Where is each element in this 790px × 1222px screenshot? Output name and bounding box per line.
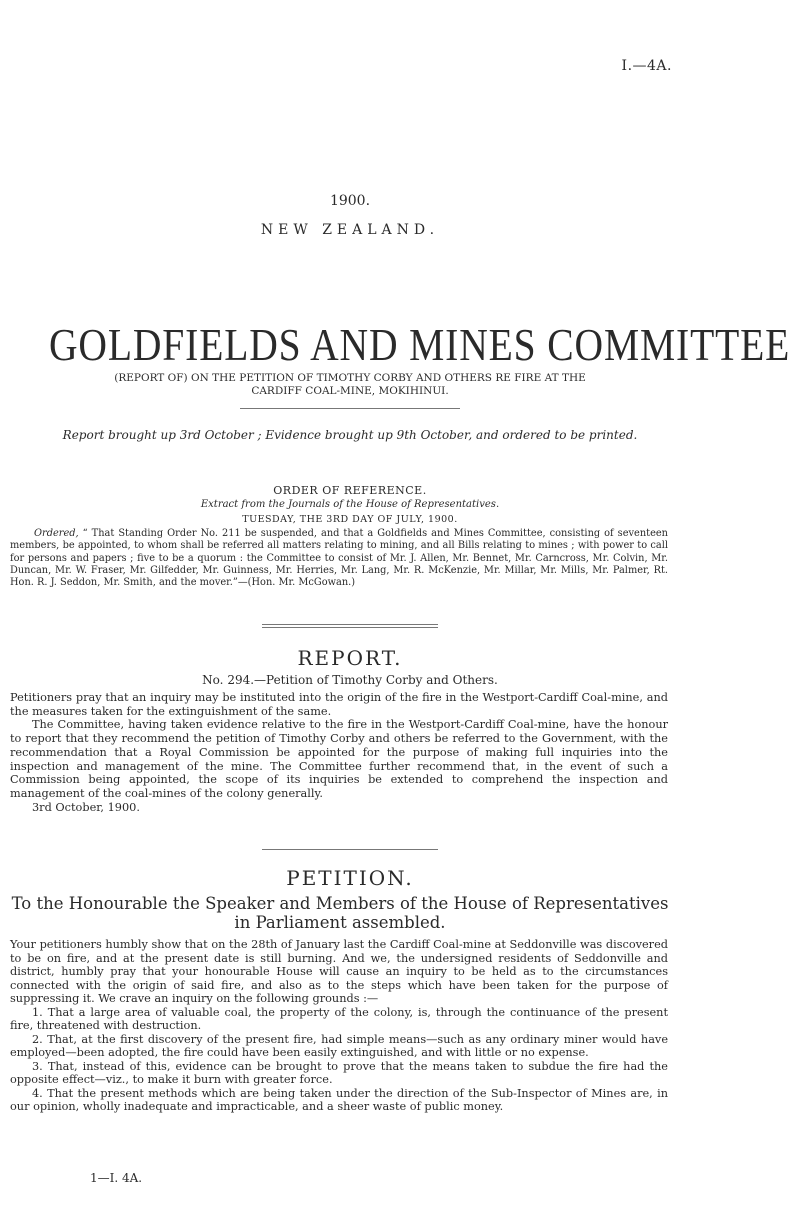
order-text	[10, 528, 668, 589]
order-date: TUESDAY, THE 3RD DAY OF JULY, 1900.	[242, 514, 458, 525]
page-reference: I.—4A.	[621, 58, 672, 74]
report-paragraph: Petitioners pray that an inquiry may be instituted into the origin of the fire in the Westport-Cardiff Coal-mine, and the measures taken for the extinguishment of the same.	[10, 691, 668, 718]
petition-ground: 2. That, at the first discovery of the present fire, had simple means—such as any ordinary miner would have employed—been adopted, the fire could have been easily extinguished, and with little or no expense.	[10, 1032, 668, 1059]
country-heading: NEW ZEALAND.	[260, 222, 440, 238]
report-brought-note: Report brought up 3rd October ; Evidence brought up 9th October, and ordered to be printed.	[62, 428, 638, 442]
document-year: 1900.	[329, 193, 371, 209]
document-title: GOLDFIELDS AND MINES COMMITTEE	[49, 319, 790, 370]
petition-body	[10, 938, 668, 1114]
report-paragraph: The Committee, having taken evidence relative to the fire in the Westport-Cardiff Coal-mine, have the honour to report that they recommend the petition of Timothy Corby and others be referred to the Government, with the recommendation that a Royal Commission be appointed for the purpose of making full inquiries into the inspection and management of the mine. The Committee further recommend that, in the event of such a Commission being appointed, the scope of its inquiries be extended to comprehend the inspection and management of the coal-mines of the colony generally.	[10, 718, 668, 800]
petition-ground: 3. That, instead of this, evidence can be brought to prove that the means taken to subdue the fire had the opposite effect—viz., to make it burn with greater force.	[10, 1059, 668, 1086]
report-heading: REPORT.	[297, 646, 403, 670]
divider-rule	[262, 624, 438, 625]
ordered-label: Ordered,	[34, 528, 79, 539]
petition-address	[10, 894, 670, 932]
report-body	[10, 691, 668, 814]
subtitle-line-1: (REPORT OF) ON THE PETITION OF TIMOTHY CORBY AND OTHERS RE FIRE AT THE	[114, 372, 586, 384]
petition-heading: PETITION.	[286, 866, 414, 890]
petition-intro: Your petitioners humbly show that on the 28th of January last the Cardiff Coal-mine at Seddonville was discovered to be on fire, and at the present date is still burning. And we, the undersigned residents of Seddonville and district, humbly pray that your honourable House will cause an inquiry to be held as to the circumstances connected with the origin of said fire, and also as to the steps which have been taken for the purpose of suppressing it. We crave an inquiry on the following grounds :—	[10, 938, 668, 1005]
divider-rule	[262, 849, 438, 850]
subtitle-line-2: CARDIFF COAL-MINE, MOKIHINUI.	[251, 385, 449, 397]
petition-ground: 4. That the present methods which are being taken under the direction of the Sub-Inspector of Mines are, in our opinion, wholly inadequate and impracticable, and a sheer waste of public money.	[10, 1086, 668, 1113]
footer-reference: 1—I. 4A.	[90, 1171, 143, 1185]
address-line-2: in Parliament assembled.	[234, 913, 446, 932]
divider-rule	[240, 408, 460, 409]
order-body: “ That Standing Order No. 211 be suspended, and that a Goldfields and Mines Committee, consisting of seventeen members, be appointed, to whom shall be referred all matters relating to mining, and all Bills relating to mines ; with power to call for persons and papers ; five to be a quorum : the Committee to consist of Mr. J. Allen, Mr. Bennet, Mr. Carncross, Mr. Colvin, Mr. Duncan, Mr. W. Fraser, Mr. Gilfedder, Mr. Guinness, Mr. Herries, Mr. Lang, Mr. R. McKenzie, Mr. Millar, Mr. Mills, Mr. Palmer, Rt. Hon. R. J. Seddon, Mr. Smith, and the mover.”—(Hon. Mr. McGowan.)	[10, 528, 668, 589]
document-subtitle	[60, 372, 640, 398]
order-of-reference-heading: ORDER OF REFERENCE.	[273, 484, 427, 497]
petition-number: No. 294.—Petition of Timothy Corby and Others.	[202, 673, 498, 687]
journal-extract-line: Extract from the Journals of the House of Representatives.	[200, 499, 500, 510]
divider-rule	[262, 627, 438, 628]
address-line-1: To the Honourable the Speaker and Members of the House of Representatives	[11, 894, 669, 913]
report-date: 3rd October, 1900.	[32, 800, 140, 814]
petition-ground: 1. That a large area of valuable coal, the property of the colony, is, through the continuance of the present fire, threatened with destruction.	[10, 1005, 668, 1032]
